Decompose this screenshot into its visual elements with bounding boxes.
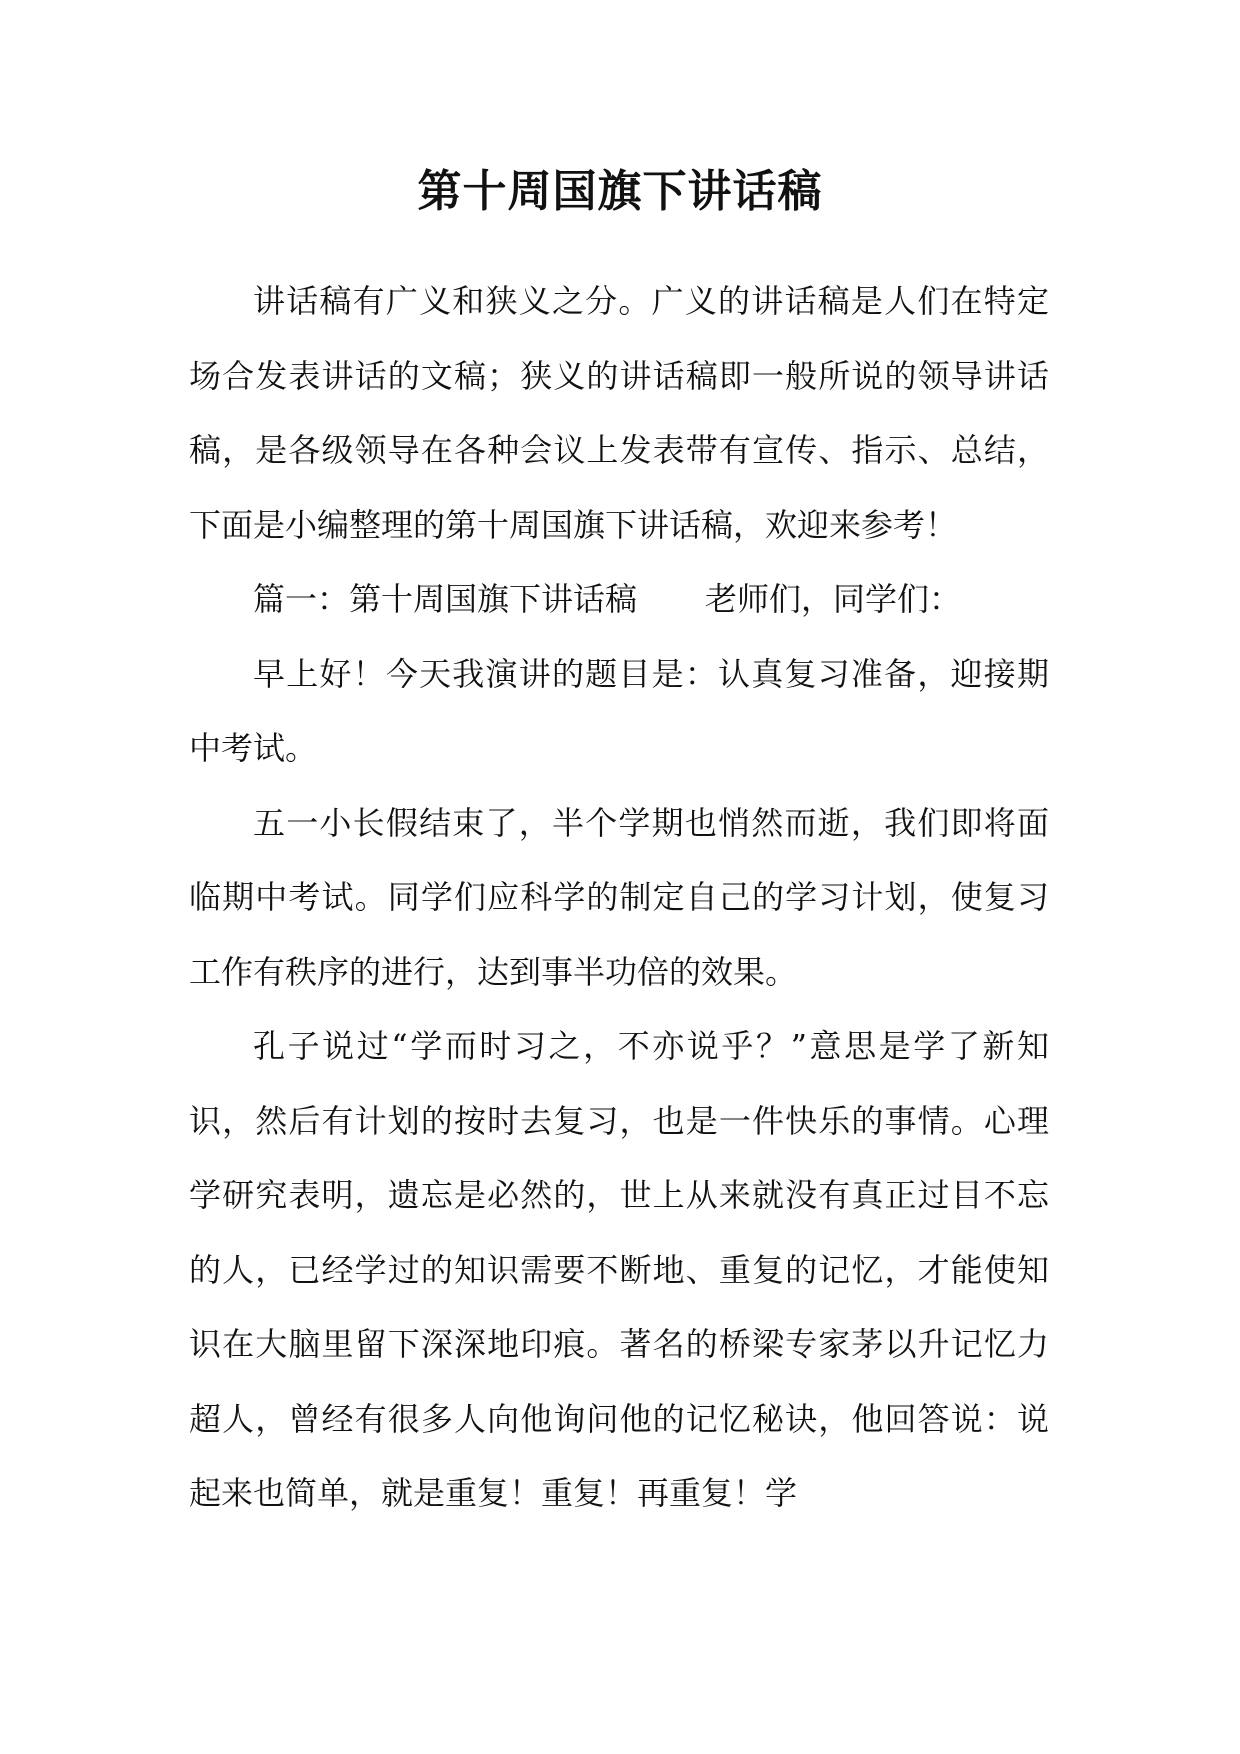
document-body — [189, 264, 1049, 1531]
paragraph-confucius: 孔子说过“学而时习之，不亦说乎？”意思是学了新知识，然后有计划的按时去复习，也是一件快乐的事情。心理学研究表明，遗忘是必然的，世上从来就没有真正过目不忘的人，已经学过的知识需要不断地、重复的记忆，才能使知识在大脑里留下深深地印痕。著名的桥梁专家茅以升记忆力超人，曾经有很多人向他询问他的记忆秘诀，他回答说：说起来也简单，就是重复！重复！再重复！学 — [189, 1027, 1049, 1512]
section-heading-line — [189, 562, 1049, 637]
paragraph-greeting: 早上好！今天我演讲的题目是：认真复习准备，迎接期中考试。 — [189, 654, 1049, 767]
document-title: 第十周国旗下讲话稿 — [417, 166, 823, 217]
paragraph-holiday: 五一小长假结束了，半个学期也悄然而逝，我们即将面临期中考试。同学们应科学的制定自己的学习计划，使复习工作有秩序的进行，达到事半功倍的效果。 — [189, 803, 1049, 991]
intro-paragraph: 讲话稿有广义和狭义之分。广义的讲话稿是人们在特定场合发表讲话的文稿；狭义的讲话稿即一般所说的领导讲话稿，是各级领导在各种会议上发表带有宣传、指示、总结，下面是小编整理的第十周国旗下讲话稿，欢迎来参考！ — [189, 282, 1049, 544]
salutation: 老师们，同学们： — [705, 580, 962, 618]
section-heading: 篇一：第十周国旗下讲话稿 — [253, 580, 638, 618]
